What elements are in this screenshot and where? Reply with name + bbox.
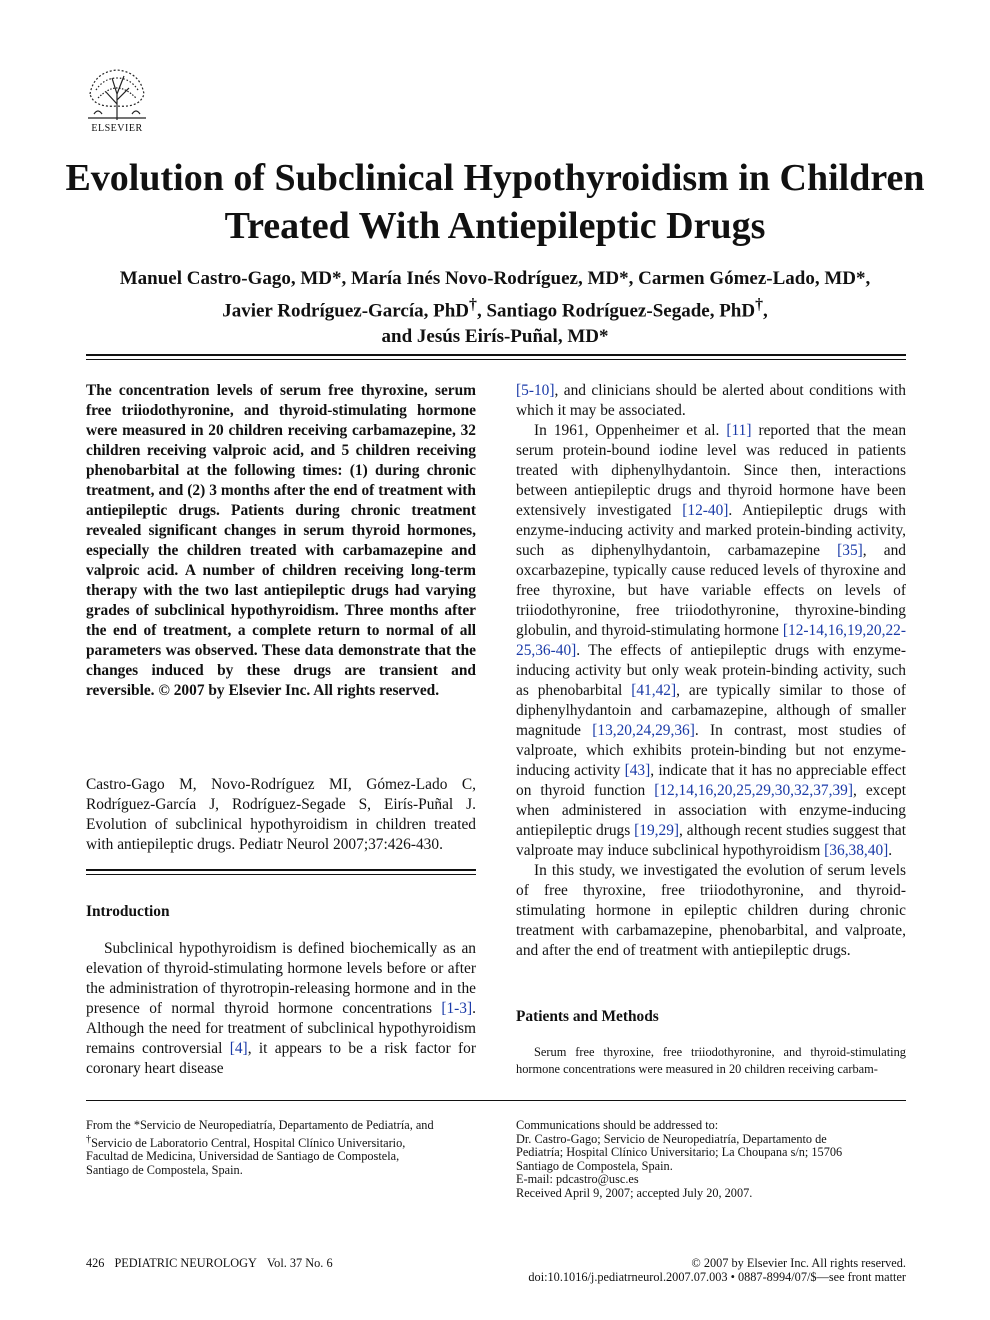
introduction-body <box>86 939 476 1079</box>
page-footer-right <box>500 1256 906 1284</box>
section-rule <box>86 874 476 875</box>
author-line-2: Javier Rodríguez-García, PhD†, Santiago Rodríguez-Segade, PhD†, <box>222 296 768 322</box>
abstract-copyright: © 2007 by Elsevier Inc. All rights reserved. <box>158 682 440 699</box>
header-rule <box>86 359 906 360</box>
reference-link[interactable]: [13,20,24,29,36] <box>592 722 695 739</box>
author-list <box>60 266 930 350</box>
citation: Castro-Gago M, Novo-Rodríguez MI, Gómez-Lado C, Rodríguez-García J, Rodríguez-Segade S, Eirís-Puñal J. Evolution of subclinical hypothyroidism in children treated with antiepileptic drugs. Pediatr Neurol 2007;37:426-430. <box>86 776 476 853</box>
abstract <box>86 381 476 701</box>
email-link[interactable]: E-mail: pdcastro@usc.es <box>516 1172 639 1186</box>
reference-link[interactable]: [4] <box>229 1040 248 1057</box>
footnote-rule <box>86 1100 906 1101</box>
page-number: 426 <box>86 1256 105 1270</box>
footer-copyright: © 2007 by Elsevier Inc. All rights reserved. <box>691 1256 906 1270</box>
article-title: Evolution of Subclinical Hypothyroidism in Children Treated With Antiepileptic Drugs <box>65 157 925 247</box>
introduction-heading: Introduction <box>86 903 170 920</box>
reference-link[interactable]: [43] <box>624 762 651 779</box>
dagger-mark: † <box>86 1133 92 1145</box>
reference-link[interactable]: [19,29] <box>634 822 680 839</box>
header-rule <box>86 354 906 356</box>
reference-link[interactable]: [41,42] <box>631 682 677 699</box>
doi-link[interactable]: doi:10.1016/j.pediatrneurol.2007.07.003 • 0887-8994/07/$—see front matter <box>528 1270 906 1284</box>
patients-methods-body <box>516 1044 906 1078</box>
paragraph: In this study, we investigated the evolution of serum levels of free thyroxine, free triiodothyronine, and thyroid-stimulating hormone in epileptic children during chronic treatment with carbamazepine, phenobarbital, and valproate, and after the end of treatment with antiepileptic drugs. <box>516 862 906 959</box>
paragraph: In 1961, Oppenheimer et al. [11] reported that the mean serum protein-bound iodine level was reduced in patients treated with diphenylhydantoin. Since then, interactions between antiepileptic drugs and thyroid hormone have been extensively investigated [12-40]. Antiepileptic drugs with enzyme-inducing activity and marked protein-binding activity, such as diphenylhydantoin, carbamazepine [35], and oxcarbazepine, typically cause reduced levels of thyroxine and free thyroxine, but have variable effects on levels of triiodothyronine, free triiodothyronine, thyroxine-binding globulin, and thyroid-stimulating hormone [12-14,16,19,20,22-25,36-40]. The effects of antiepileptic drugs with enzyme-inducing activity but only weak protein-binding activity, such as phenobarbital [41,42], are typically similar to those of diphenylhydantoin and carbamazepine, although of smaller magnitude [13,20,24,29,36]. In contrast, most studies of valproate, which exhibits protein-binding but not enzyme-inducing activity [43], indicate that it has no appreciable effect on thyroid function [12,14,16,20,25,29,30,32,37,39], except when administered in association with enzyme-inducing antiepileptic drugs [19,29], although recent studies suggest that valproate may induce subclinical hypothyroidism [36,38,40]. <box>516 422 907 859</box>
right-column-body <box>516 381 906 961</box>
reference-link[interactable]: [12,14,16,20,25,29,30,32,37,39] <box>654 782 853 799</box>
journal-volume: Vol. 37 No. 6 <box>266 1256 333 1270</box>
correspondence: Communications should be addressed to: Dr. Castro-Gago; Servicio de Neuropediatría, Departamento de Pediatría; Hospital Clínico Universitario; La Choupana s/n; 15706 Santiago de Compostela, Spain. E-mail: pdcastro@usc.es Received April 9, 2007; accepted July 20, 2007. <box>516 1119 906 1200</box>
publisher-logo-text: ELSEVIER <box>91 123 143 134</box>
reference-link[interactable]: [12-14,16,19,20,22-25,36-40] <box>516 622 906 659</box>
author-line-1: Manuel Castro-Gago, MD*, María Inés Novo-Rodríguez, MD*, Carmen Gómez-Lado, MD*, <box>119 268 871 289</box>
dagger-mark: † <box>469 296 477 313</box>
paragraph: Serum free thyroxine, free triiodothyronine, and thyroid-stimulating hormone concentrations were measured in 20 children receiving carbam- <box>516 1045 906 1076</box>
affiliation: From the *Servicio de Neuropediatría, Departamento de Pediatría, and †Servicio de Laboratorio Central, Hospital Clínico Universitario, Facultad de Medicina, Universidad de Santiago de Compostela, Santiago de Compostela, Spain. <box>86 1118 434 1177</box>
dagger-mark: † <box>755 296 764 313</box>
reference-link[interactable]: [35] <box>837 542 863 559</box>
abstract-text: The concentration levels of serum free thyroxine, serum free triiodothyronine, and thyroid-stimulating hormone were measured in 20 children receiving carbamazepine, 32 children receiving valproic acid, and 5 children receiving phenobarbital at the following times: (1) during chronic treatment, and (2) 3 months after the end of treatment with antiepileptic drugs. Patients during chronic treatment revealed significant changes in serum thyroid hormones, especially the children treated with carbamazepine and valproic acid. A number of children receiving long-term therapy with the two last antiepileptic drugs had varying grades of subclinical hypothyroidism. Three months after the end of treatment, a complete return to normal of all parameters was observed. These data demonstrate that the changes induced by these drugs are transient and reversible. <box>86 382 476 699</box>
section-rule <box>86 869 476 871</box>
reference-link[interactable]: [36,38,40] <box>824 842 889 859</box>
reference-link[interactable]: [1-3] <box>441 1000 473 1017</box>
paragraph: [5-10], and clinicians should be alerted about conditions with which it may be associated. <box>516 382 906 419</box>
paragraph: Subclinical hypothyroidism is defined biochemically as an elevation of thyroid-stimulating hormone levels before or after the administration of thyrotropin-releasing hormone and in the presence of normal thyroid hormone concentrations [1-3]. Although the need for treatment of subclinical hypothyroidism remains controversial [4], it appears to be a risk factor for coronary heart disease <box>86 940 476 1077</box>
author-line-3: and Jesús Eirís-Puñal, MD* <box>381 326 609 348</box>
patients-methods-heading: Patients and Methods <box>516 1008 659 1025</box>
reference-link[interactable]: [5-10] <box>516 382 555 399</box>
reference-link[interactable]: [12-40] <box>682 502 729 519</box>
journal-name: PEDIATRIC NEUROLOGY <box>114 1256 257 1270</box>
page-footer-left <box>86 1256 333 1271</box>
reference-link[interactable]: [11] <box>726 422 752 439</box>
